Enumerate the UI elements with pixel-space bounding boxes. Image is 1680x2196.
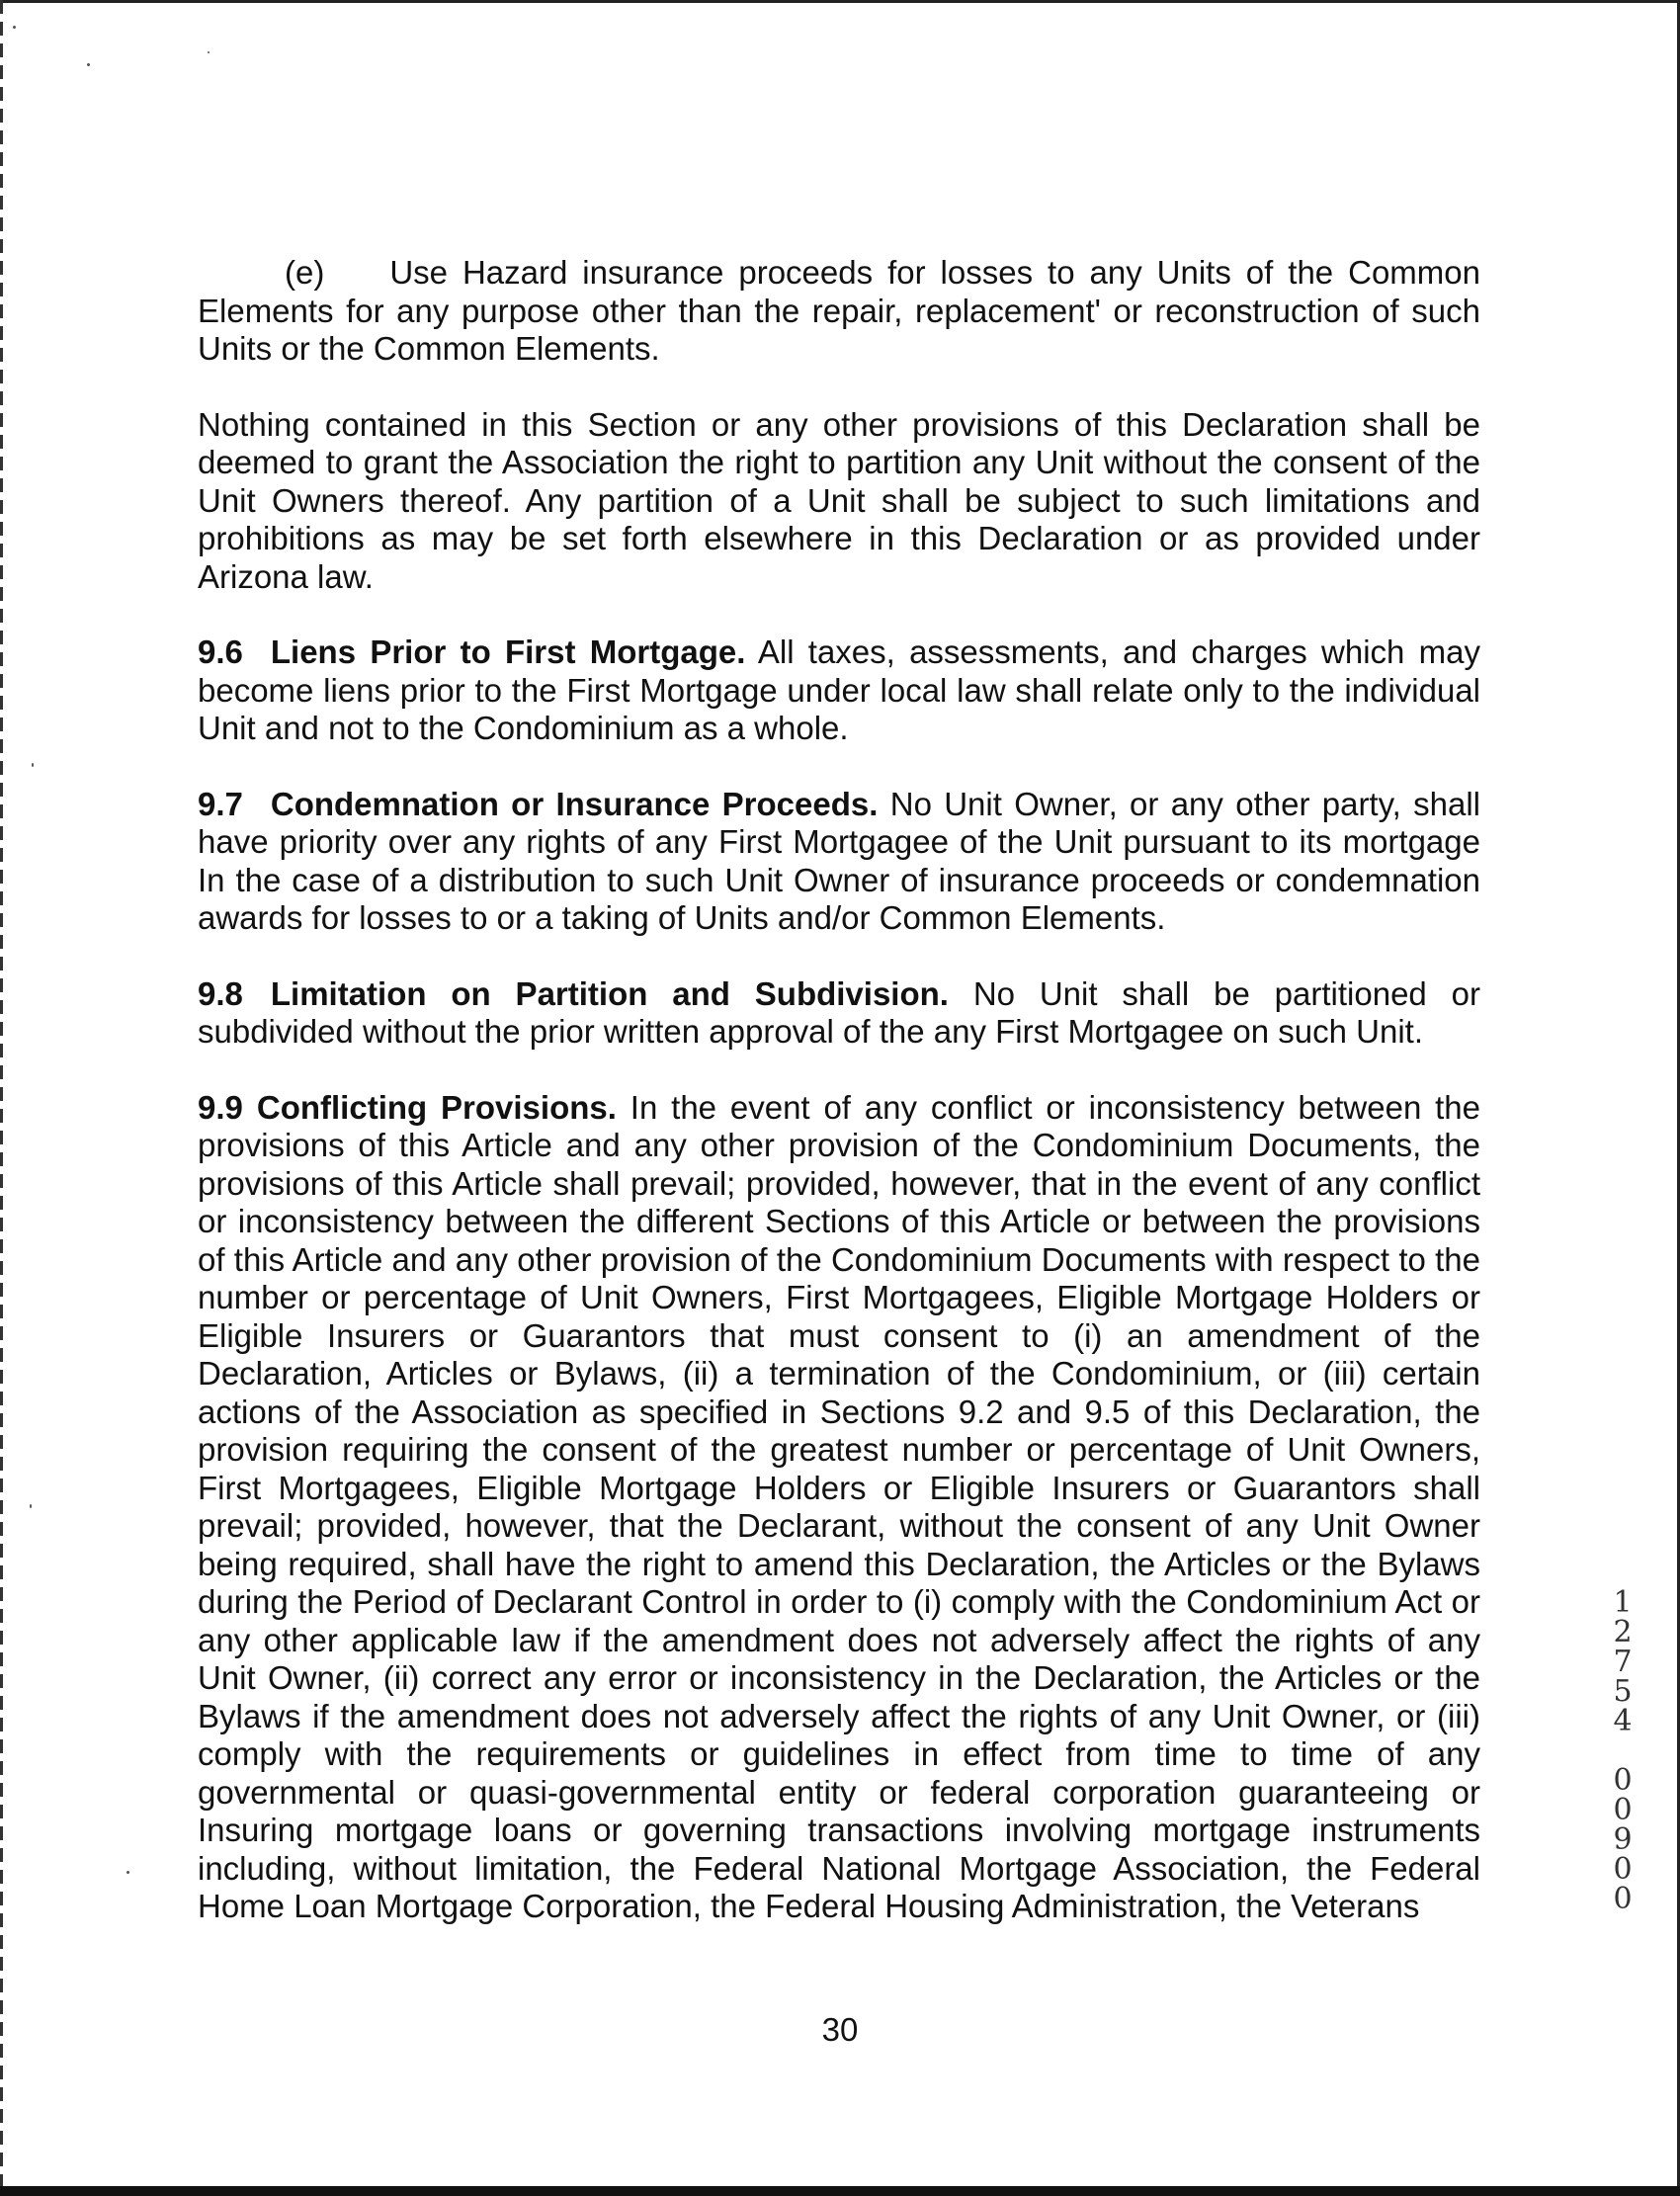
scan-speck — [13, 26, 16, 29]
section-text: All taxes, assessments, and charges which may become liens prior to the First Mortgage under local law shall relate only to the individual Unit and not to the Condominium as a whole. — [198, 633, 1480, 746]
section-text: No Unit shall be partitioned or subdivided without the prior written approval of the any First Mortgagee on such Unit. — [198, 974, 1480, 1050]
section-9-9 — [198, 1089, 1480, 1926]
paragraph-item-e: (e) Use Hazard insurance proceeds for losses to any Units of the Common Elements for any purpose other than the repair, replacement' or reconstruction of such Units or the Common Elements. — [198, 254, 1480, 367]
section-9-7 — [198, 786, 1480, 938]
scan-speck — [32, 763, 34, 767]
side-stamp: 1 2 7 5 4 0 0 9 0 0 — [1613, 1585, 1633, 1916]
section-9-6 — [198, 633, 1480, 748]
section-text: No Unit Owner, or any other party, shall have priority over any rights of any First Mortgagee of the Unit pursuant to its mortgage In the case of a distribution to such Unit Owner of insurance proceeds or condemnation awards for losses to or a taking of Units and/or Common Elements. — [198, 785, 1480, 936]
scan-speck — [126, 1871, 129, 1874]
section-text: In the event of any conflict or inconsistency between the provisions of this Article and any other provision of the Condominium Documents, the provisions of this Article shall prevail; provided, however, that in the event of any conflict or inconsistency between the different Sections of this Article or between the provisions of this Article and any other provision of the Condominium Documents with respect to the number or percentage of Unit Owners, First Mortgagees, Eligible Mortgage Holders or Eligible Insurers or Guarantors that must consent to (i) an amendment of the Declaration, Articles or Bylaws, (ii) a termination of the Condominium, or (iii) certain actions of the Association as specified in Sections 9.2 and 9.5 of this Declaration, the provision requiring the consent of the greatest number or percentage of Unit Owners, First Mortgagees, Eligible Mortgage Holders or Eligible Insurers or Guarantors shall prevail; provided, however, that the Declarant, without the consent of any Unit Owner being required, shall have the right to amend this Declaration, the Articles or the Bylaws during the Period of Declarant Control in order to (i) comply with the Condominium Act or any other applicable law if the amendment does not adversely affect the rights of any Unit Owner, (ii) correct any error or inconsistency in the Declaration, the Articles or the Bylaws if the amendment does not adversely affect the rights of any Unit Owner, or (iii) comply with the requirements or guidelines in effect from time to time of any governmental or quasi-governmental entity or federal corporation guaranteeing or Insuring mortgage loans or governing transactions involving mortgage instruments including, without limitation, the Federal National Mortgage Association, the Federal Home Loan Mortgage Corporation, the Federal Housing Administration, the Veterans — [198, 1088, 1481, 1924]
scan-speck — [208, 51, 210, 53]
section-9-8 — [198, 975, 1480, 1052]
section-number: 9.7 — [198, 785, 243, 822]
document-body — [198, 254, 1480, 1964]
section-title: Liens Prior to First Mortgage. — [270, 633, 746, 670]
section-title: Condemnation or Insurance Proceeds. — [270, 785, 879, 822]
scan-border-left — [0, 0, 3, 2196]
scan-speck — [30, 1504, 32, 1508]
section-number: 9.6 — [198, 633, 243, 670]
section-number: 9.8 — [198, 974, 243, 1012]
scan-border-bottom — [0, 2186, 1680, 2196]
scan-speck — [87, 63, 90, 66]
page-number: 30 — [821, 2011, 859, 2048]
section-title: Conflicting Provisions. — [256, 1088, 617, 1126]
section-title: Limitation on Partition and Subdivision. — [270, 974, 949, 1012]
paragraph-partition-notice: Nothing contained in this Section or any other provisions of this Declaration shall be deemed to grant the Association the right to partition any Unit without the consent of the Unit Owners thereof. Any partition of a Unit shall be subject to such limitations and prohibitions as may be set forth elsewhere in this Declaration or as provided under Arizona law. — [198, 405, 1480, 595]
section-number: 9.9 — [198, 1088, 243, 1126]
scan-border-top — [0, 0, 1680, 3]
